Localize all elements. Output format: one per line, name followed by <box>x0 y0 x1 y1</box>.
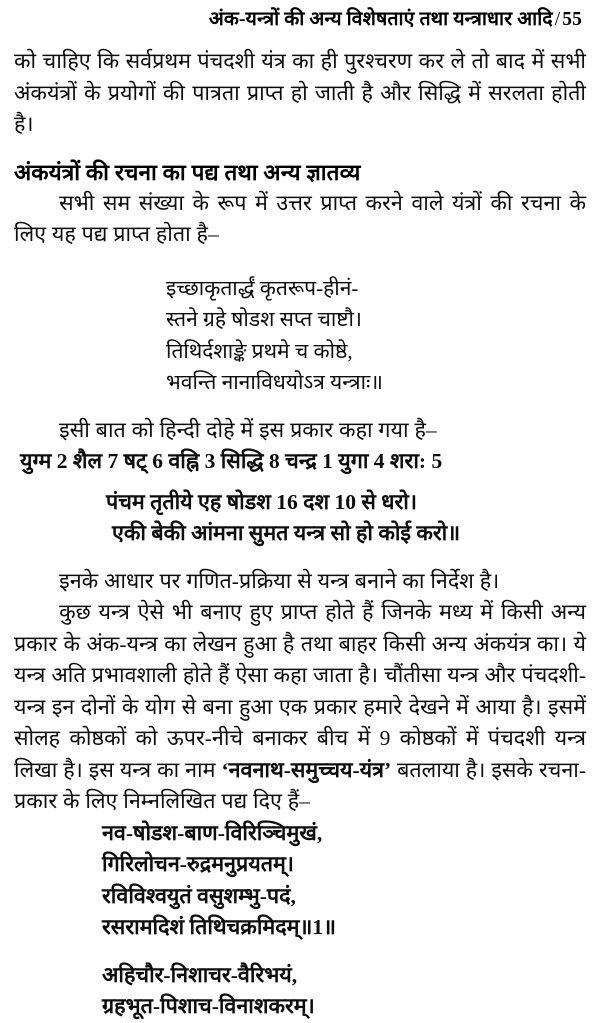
verse-line: नव-षोडश-बाण-विरिञ्चिमुखं, <box>102 820 323 845</box>
paragraph-intro-hindi-couplet: इसी बात को हिन्दी दोहे में इस प्रकार कहा गया है– <box>59 417 437 442</box>
running-head-title: अंक-यन्त्रों की अन्य विशेषताएं तथा यन्त्राधार आदि <box>208 9 553 30</box>
running-head <box>0 8 582 32</box>
text-column <box>14 46 586 1023</box>
verse-line: एकी बेकी आंमना सुमत यन्त्र सो हो कोई करो॥ <box>112 521 461 545</box>
yantra-name-emphasis: ‘नवनाथ-समुच्चय-यंत्र’ <box>221 757 392 782</box>
verse-block-sanskrit <box>14 273 586 399</box>
verse-block-navanatha-two <box>14 960 586 1023</box>
verse-line: ग्रहभूत-पिशाच-विनाशकरम्। <box>102 994 315 1018</box>
verse-line: रसरामदिशं तिथिचक्रमिदम्॥1॥ <box>102 915 337 939</box>
paragraph-intro-sanskrit-verse: सभी सम संख्या के रूप में उत्तर प्राप्त करने वाले यंत्रों की रचना के लिए यह पद्य प्राप्त होता है– <box>14 190 586 246</box>
section-heading: अंकयंत्रों की रचना का पद्य तथा अन्य ज्ञातव्य <box>14 159 361 185</box>
verse-line: रविविश्वयुतं वसुशम्भु-पदं, <box>102 883 296 908</box>
verse-line: भवन्ति नानाविधयोऽत्र यन्त्राः॥ <box>166 370 383 394</box>
verse-line: तिथिर्दशाङ्के प्रथमे च कोष्ठे, <box>166 338 353 363</box>
paragraph-continuation: को चाहिए कि सर्वप्रथम पंचदशी यंत्र का ही पुरश्चरण कर ले तो बाद में सभी अंकयंत्रों के प्रयोगों की पात्रता प्राप्त हो जाती है और सिद्धि में सरलता होती है। <box>14 49 586 136</box>
paragraph-yantra-instruction: इनके आधार पर गणित-प्रक्रिया से यन्त्र बनाने का निर्देश है। <box>59 568 500 593</box>
spacer <box>14 141 586 157</box>
spacer <box>14 550 586 566</box>
verse-block-hindi-couplet <box>14 446 586 550</box>
paragraph-text-part-2: बतलाया है। इसके रचना-प्रकार के लिए निम्नलिखित पद्य दिए हैं– <box>14 757 586 813</box>
spacer <box>14 944 586 960</box>
running-head-separator: / <box>554 9 561 30</box>
verse-block-navanatha-one <box>14 818 586 944</box>
verse-line: इच्छाकृतार्द्धं कृतरूप-हीनं- <box>166 275 359 300</box>
verse-line: पंचम तृतीये एह षोडश 16 दश 10 से धरो। <box>106 489 417 514</box>
verse-line: स्तने ग्रहे षोडश सप्त चाष्टौ। <box>166 307 362 331</box>
verse-line: अहिचौर-निशाचर-वैरिभयं, <box>102 962 298 987</box>
verse-line: गिरिलोचन-रुद्रमनुप्रयतम्। <box>102 852 294 876</box>
verse-line: युग्म 2 शैल 7 षट् 6 वह्नि 3 सिद्धि 8 चन्द्र 1 युगा 4 शरा: 5 <box>20 449 443 473</box>
spacer <box>14 478 586 487</box>
paragraph-navanatha-description <box>14 597 586 818</box>
paragraph-text-part-1: कुछ यन्त्र ऐसे भी बनाए हुए प्राप्त होते हैं जिनके मध्य में किसी अन्य प्रकार के अंक-यन्त्र का लेखन हुआ है तथा बाहर किसी अन्य अंकयंत्र का। ये यन्त्र अति प्रभावशाली होते हैं ऐसा कहा जाता है। चौंतीसा यन्त्र और पंचदशी-यन्त्र इन दोनों के योग से बना हुआ एक प्रकार हमारे देखने में आया है। इसमें सोलह कोष्ठकों को ऊपर-नीचे बनाकर बीच में 9 कोष्ठकों में पंचदशी यन्त्र लिखा है। इस यन्त्र का नाम <box>14 600 586 782</box>
page-folio-number: 55 <box>562 9 582 30</box>
spacer <box>14 399 586 415</box>
spacer <box>14 251 586 273</box>
